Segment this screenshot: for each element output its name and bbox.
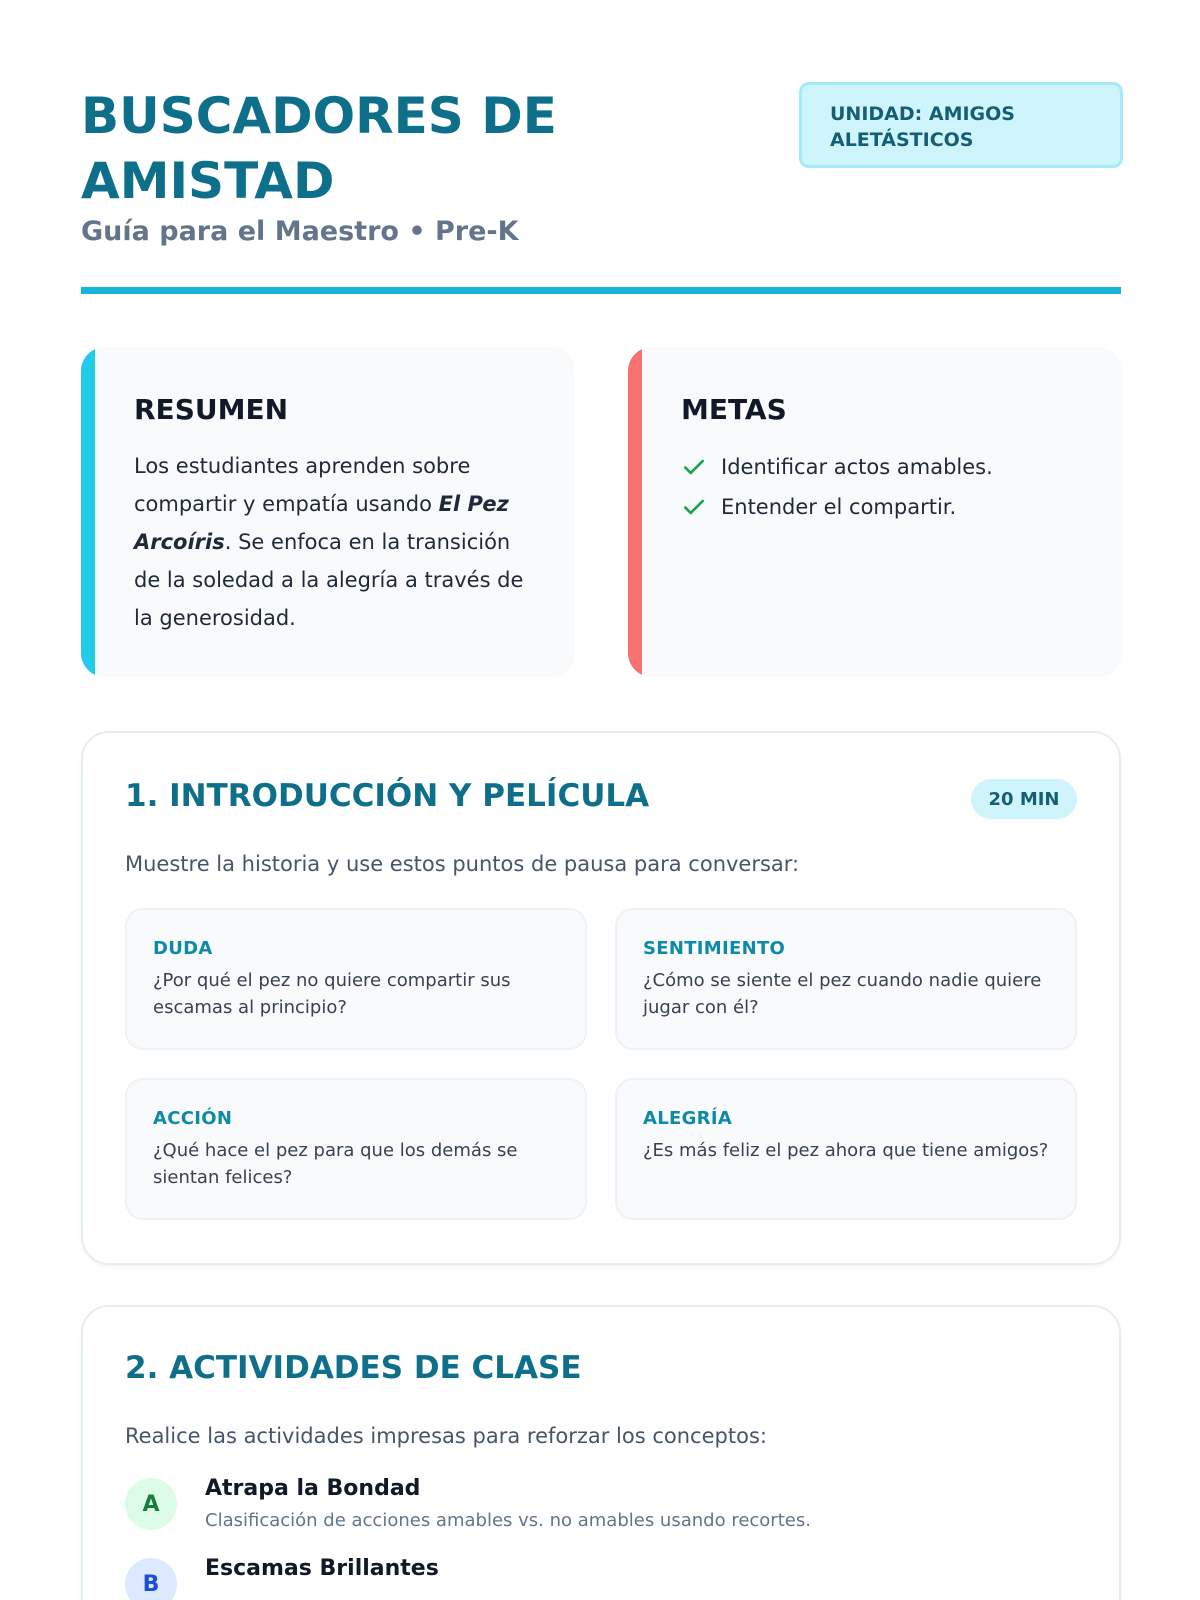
page-header bbox=[81, 84, 1121, 294]
question-card-joy bbox=[615, 1078, 1077, 1220]
goal-text: Identificar actos amables. bbox=[721, 455, 993, 479]
activity-description: Clasificación de acciones amables vs. no amables usando recortes. bbox=[205, 1510, 811, 1531]
summary-text bbox=[134, 447, 534, 637]
question-card-feeling bbox=[615, 908, 1077, 1050]
section-activities bbox=[81, 1305, 1121, 1600]
activity-letter-badge: A bbox=[125, 1478, 177, 1530]
goal-item bbox=[681, 447, 993, 487]
header-divider bbox=[81, 287, 1121, 294]
question-title: DUDA bbox=[153, 938, 213, 959]
unit-badge: UNIDAD: AMIGOS ALETÁSTICOS bbox=[799, 82, 1123, 168]
question-card-action bbox=[125, 1078, 587, 1220]
section-title: 2. ACTIVIDADES DE CLASE bbox=[125, 1350, 582, 1386]
book-title: El Pez Arcoíris bbox=[134, 492, 509, 554]
page-subtitle: Guía para el Maestro • Pre-K bbox=[81, 216, 519, 247]
activity-name: Atrapa la Bondad bbox=[205, 1476, 421, 1501]
section-lead: Muestre la historia y use estos puntos de pausa para conversar: bbox=[125, 852, 800, 876]
section-title: 1. INTRODUCCIÓN Y PELÍCULA bbox=[125, 778, 650, 814]
question-text: ¿Es más feliz el pez ahora que tiene amigos? bbox=[643, 1140, 1049, 1161]
question-text: ¿Cómo se siente el pez cuando nadie quiere jugar con él? bbox=[643, 970, 1042, 1018]
summary-heading: RESUMEN bbox=[134, 393, 289, 426]
goals-card bbox=[628, 347, 1122, 677]
summary-card bbox=[81, 347, 575, 677]
question-title: ALEGRÍA bbox=[643, 1108, 733, 1129]
check-icon bbox=[681, 454, 707, 480]
section-introduction bbox=[81, 731, 1121, 1265]
section-lead: Realice las actividades impresas para reforzar los conceptos: bbox=[125, 1424, 767, 1448]
question-card-doubt bbox=[125, 908, 587, 1050]
goal-text: Entender el compartir. bbox=[721, 495, 957, 519]
goal-item bbox=[681, 487, 993, 527]
summary-text-start: Los estudiantes aprenden sobre compartir y empatía usando bbox=[134, 454, 471, 516]
question-title: SENTIMIENTO bbox=[643, 938, 786, 959]
summary-text-end: . Se enfoca en la transición de la soledad a la alegría a través de la generosidad. bbox=[134, 530, 524, 630]
activity-item bbox=[125, 1558, 1025, 1600]
question-text: ¿Qué hace el pez para que los demás se sientan felices? bbox=[153, 1140, 518, 1188]
activity-item bbox=[125, 1478, 1025, 1538]
time-badge: 20 MIN bbox=[971, 779, 1077, 819]
question-text: ¿Por qué el pez no quiere compartir sus escamas al principio? bbox=[153, 970, 511, 1018]
check-icon bbox=[681, 494, 707, 520]
question-title: ACCIÓN bbox=[153, 1108, 233, 1129]
activity-name: Escamas Brillantes bbox=[205, 1556, 439, 1581]
goals-list bbox=[681, 447, 993, 527]
activity-letter-badge: B bbox=[125, 1558, 177, 1600]
goals-heading: METAS bbox=[681, 393, 787, 426]
page-title: BUSCADORES DE AMISTAD bbox=[81, 87, 557, 210]
